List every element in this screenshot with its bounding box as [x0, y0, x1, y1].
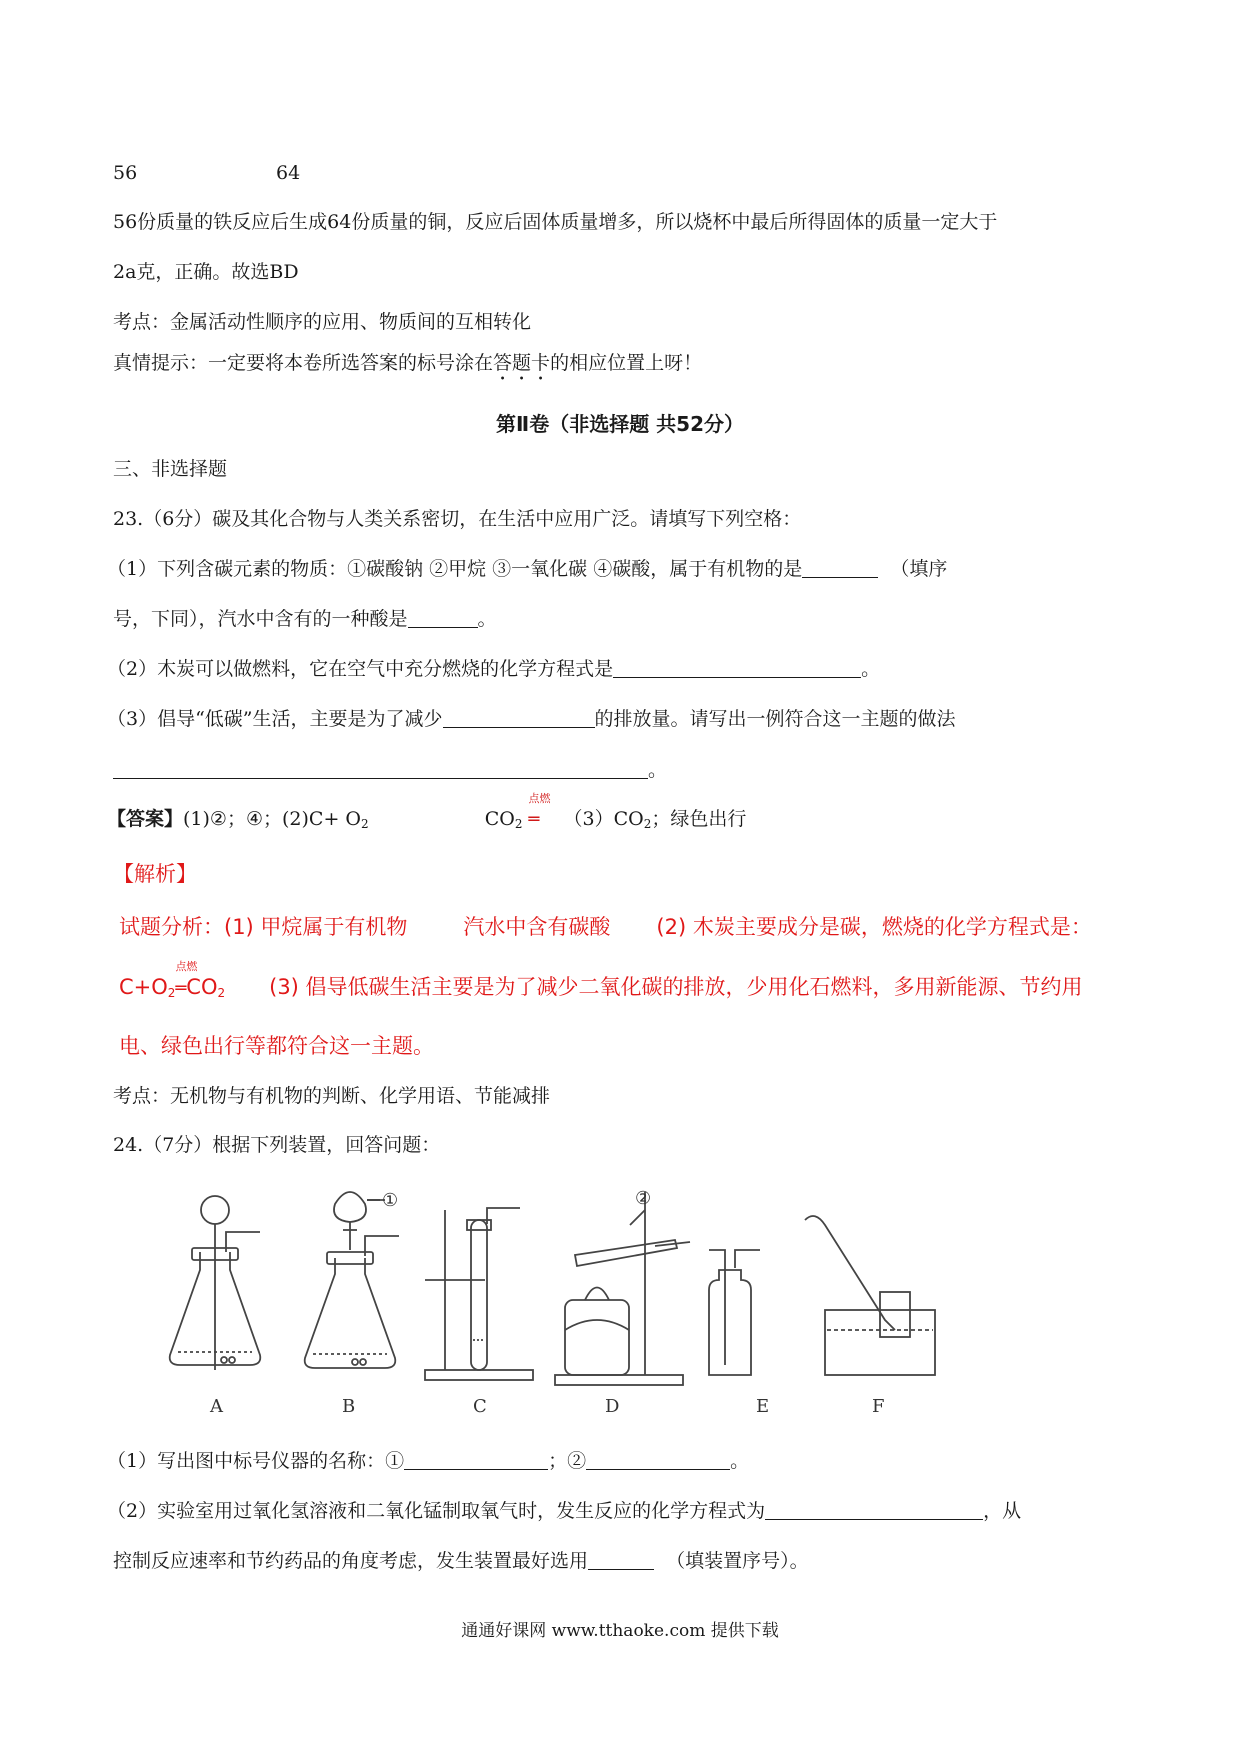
punct: 。 [730, 1450, 750, 1472]
tip-emphasis: 题 [512, 352, 532, 374]
paragraph-line: 2a克，正确。故选BD [113, 261, 299, 283]
q23-kaodian: 考点：无机物与有机物的判断、化学用语、节能减排 [113, 1085, 551, 1107]
subscript: 2 [217, 986, 226, 1000]
apparatus-a-icon [170, 1196, 261, 1370]
q23-answer [107, 792, 747, 837]
marker-2: ② [635, 1188, 652, 1209]
condition-label: 点燃 [528, 792, 551, 805]
analysis-text: (2) 木炭主要成分是碳，燃烧的化学方程式是： [656, 915, 1092, 939]
q24-part1-text: ；② [548, 1450, 587, 1472]
analysis-line: 电、绿色出行等都符合这一主题。 [119, 1034, 434, 1058]
answer-blank[interactable] [613, 657, 861, 678]
calc-number-56: 56 [113, 162, 138, 184]
subscript: 2 [514, 817, 523, 831]
condition-label: 点燃 [175, 960, 198, 973]
q24-part2 [107, 1498, 1021, 1524]
q24-part2-text: 控制反应速率和节约药品的角度考虑，发生装置最好选用 [113, 1550, 589, 1572]
punct: 。 [861, 658, 881, 680]
answer-text: （3）CO [563, 808, 644, 830]
answer-text: (1)②；④；(2)C+ O [183, 808, 361, 830]
tip-text: 的相应位置上呀！ [550, 352, 703, 374]
marker-1: ① [382, 1190, 399, 1211]
analysis-line [119, 960, 1083, 1006]
apparatus-d-icon [555, 1192, 690, 1385]
answer-blank[interactable] [586, 1449, 730, 1470]
punct: 。 [477, 608, 497, 630]
section-title: 第Ⅱ卷（非选择题 共52分） [496, 412, 744, 436]
answer-blank[interactable] [408, 607, 478, 628]
apparatus-f-icon [805, 1216, 935, 1375]
q23-part1-cont [113, 606, 497, 632]
apparatus-e-icon [709, 1250, 760, 1375]
kaodian-line: 考点：金属活动性顺序的应用、物质间的互相转化 [113, 311, 532, 333]
figure-label-d: D [605, 1396, 620, 1417]
figure-label-e: E [756, 1396, 770, 1417]
analysis-line [119, 914, 1092, 940]
subscript: 2 [360, 817, 369, 831]
answer-blank[interactable] [802, 557, 878, 578]
analysis-text: (3) 倡导低碳生活主要是为了减少二氧化碳的排放，少用化石燃料，多用新能源、节约用 [269, 975, 1083, 999]
subscript: 2 [167, 986, 176, 1000]
q23-part2 [107, 656, 880, 682]
section-heading: 三、非选择题 [113, 458, 228, 480]
analysis-text: 汽水中含有碳酸 [463, 915, 611, 939]
reaction-condition [528, 792, 551, 833]
answer-label: 【答案】 [107, 808, 184, 830]
answer-text: ；绿色出行 [651, 808, 747, 830]
tip-emphasis: 卡 [531, 352, 551, 374]
q24-part2-text: ，从 [983, 1500, 1022, 1522]
q24-part2-text: （填装置序号）。 [666, 1550, 809, 1572]
tip-text: 真情提示：一定要将本卷所选答案的标号涂在 [113, 352, 494, 374]
answer-text: CO [484, 808, 515, 830]
q24-part2-cont [113, 1548, 809, 1574]
q23-part3-text: 的排放量。请写出一例符合这一主题的做法 [594, 708, 956, 730]
q23-part1 [107, 556, 947, 582]
q24-part1 [107, 1448, 749, 1474]
paragraph-line: 56份质量的铁反应后生成64份质量的铜，反应后固体质量增多，所以烧杯中最后所得固体的质量一定大于 [113, 211, 998, 233]
figure-label-c: C [473, 1396, 487, 1417]
q23-part1-text: （1）下列含碳元素的物质：①碳酸钠 ②甲烷 ③一氧化碳 ④碳酸，属于有机物的是 [107, 558, 803, 580]
equals-sign: ═ [175, 978, 187, 999]
apparatus-c-icon [425, 1208, 533, 1380]
analysis-text: CO [186, 975, 218, 999]
analysis-text: C+O [119, 975, 168, 999]
tip-emphasis: 答 [493, 352, 513, 374]
answer-blank[interactable] [443, 707, 595, 728]
q24-part2-text: （2）实验室用过氧化氢溶液和二氧化锰制取氧气时，发生反应的化学方程式为 [107, 1500, 766, 1522]
equals-sign: ═ [528, 809, 540, 830]
q23-part3-text: （3）倡导“低碳”生活，主要是为了减少 [107, 708, 443, 730]
answer-blank[interactable] [588, 1549, 654, 1570]
reaction-condition [175, 960, 198, 1002]
calc-number-64: 64 [276, 162, 301, 184]
page-footer: 通通好课网 www.tthaoke.com 提供下载 [461, 1621, 779, 1641]
q24-part1-text: （1）写出图中标号仪器的名称：① [107, 1450, 405, 1472]
q23-part3 [107, 706, 956, 732]
q23-stem: 23.（6分）碳及其化合物与人类关系密切，在生活中应用广泛。请填写下列空格： [113, 508, 802, 530]
q23-part1-text: 号，下同），汽水中含有的一种酸是 [113, 608, 408, 630]
figure-label-b: B [342, 1396, 356, 1417]
analysis-label: 【解析】 [113, 862, 197, 886]
figure-label-a: A [210, 1396, 223, 1417]
q24-stem: 24.（7分）根据下列装置，回答问题： [113, 1134, 441, 1156]
analysis-text: 试题分析：(1) 甲烷属于有机物 [119, 915, 408, 939]
lab-apparatus-figure [160, 1180, 940, 1420]
apparatus-b-icon [305, 1192, 399, 1368]
figure-label-f: F [872, 1396, 885, 1417]
answer-blank[interactable] [113, 758, 648, 779]
answer-blank[interactable] [765, 1499, 983, 1520]
q23-part3-cont [113, 757, 667, 783]
q23-part2-text: （2）木炭可以做燃料，它在空气中充分燃烧的化学方程式是 [107, 658, 614, 680]
answer-blank[interactable] [404, 1449, 548, 1470]
q23-part1-text: （填序 [890, 558, 948, 580]
tip-line [113, 350, 702, 376]
subscript: 2 [643, 817, 652, 831]
punct: 。 [648, 759, 668, 781]
